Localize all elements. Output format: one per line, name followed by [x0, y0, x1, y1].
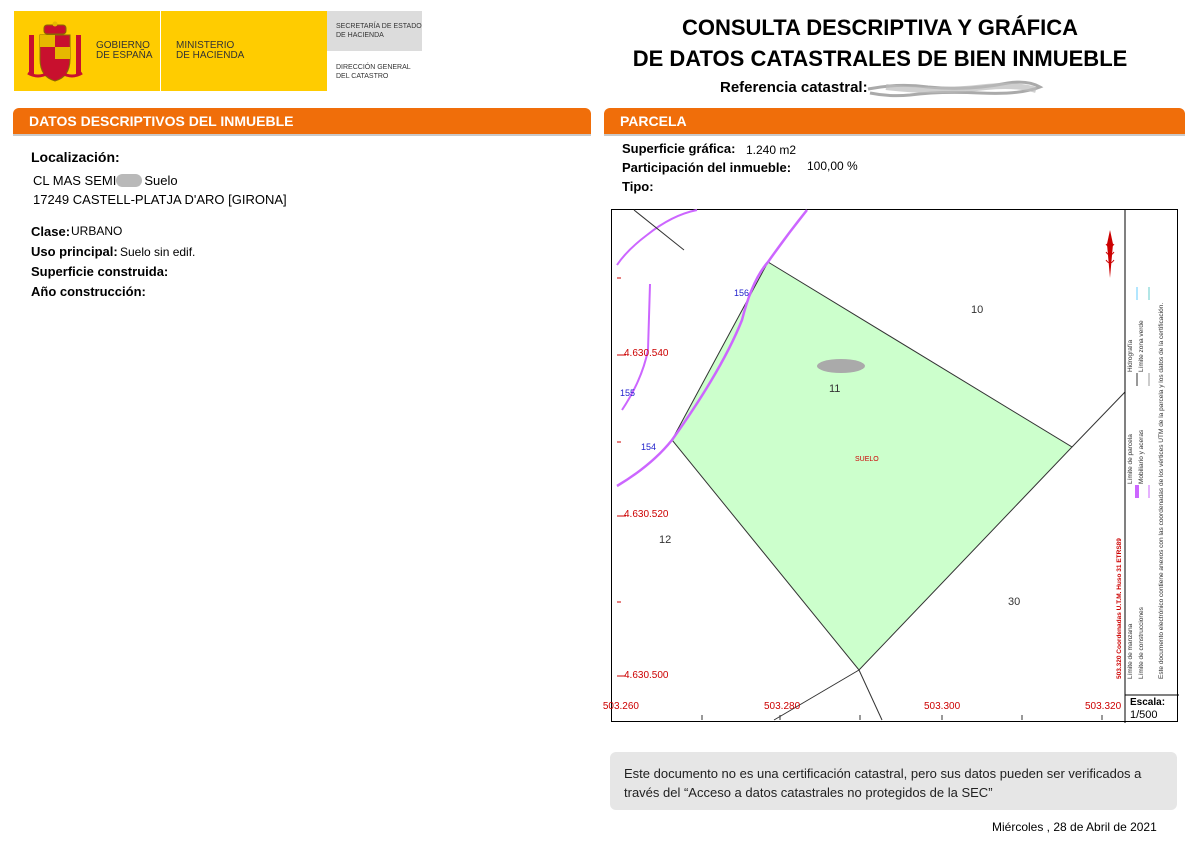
uso-principal-value: Suelo sin edif.	[120, 245, 196, 259]
coat-of-arms-icon	[26, 21, 84, 83]
coord-x-320: 503.320	[1085, 701, 1122, 712]
anio-construccion-label: Año construcción:	[31, 284, 146, 299]
parcel-polygon	[672, 262, 1072, 670]
clase-value: URBANO	[71, 224, 123, 238]
suelo-label: SUELO	[855, 456, 879, 463]
node-156: 156	[734, 288, 750, 298]
superficie-construida-label: Superficie construida:	[31, 264, 169, 279]
participacion-value: 100,00 %	[807, 159, 858, 173]
disclaimer-note: Este documento no es una certificación catastral, pero sus datos pueden ser verificados a través del “Acceso a datos catastrales no protegidos de la SEC”	[610, 752, 1177, 810]
secretaria-block: SECRETARÍA DE ESTADO DE HACIENDA	[327, 11, 422, 51]
coord-y-540: 4.630.540	[624, 348, 669, 359]
parcel-label-11: 11	[829, 383, 841, 395]
document-date: Miércoles , 28 de Abril de 2021	[992, 820, 1157, 834]
node-154: 154	[641, 442, 657, 452]
north-arrow-icon	[1106, 230, 1114, 278]
redacted-blob	[817, 359, 865, 373]
ministerio-text: MINISTERIO DE HACIENDA	[176, 40, 245, 61]
parcela-header: PARCELA	[604, 108, 1185, 134]
gobierno-logo-block	[14, 11, 327, 91]
document-title: CONSULTA DESCRIPTIVA Y GRÁFICA DE DATOS CATASTRALES DE BIEN INMUEBLE	[632, 15, 1128, 71]
datos-descriptivos-header: DATOS DESCRIPTIVOS DEL INMUEBLE	[13, 108, 591, 134]
tipo-label: Tipo:	[622, 179, 654, 194]
coord-x-260: 503.260	[602, 701, 639, 712]
redacted-reference-scribble	[866, 78, 1044, 100]
coord-x-280: 503.280	[764, 701, 801, 712]
uso-principal-label: Uso principal:	[31, 244, 118, 259]
localizacion-label: Localización:	[31, 149, 120, 165]
cadastral-map	[602, 209, 1178, 722]
gobierno-text: GOBIERNO DE ESPAÑA	[96, 40, 153, 61]
address-line1: CL MAS SEMI Suelo	[33, 173, 178, 188]
superficie-grafica-label: Superficie gráfica:	[622, 141, 736, 156]
escala-value: 1/500	[1130, 709, 1158, 721]
coord-y-520: 4.630.520	[624, 509, 669, 520]
escala-label: Escala:	[1130, 697, 1166, 708]
coord-x-300: 503.300	[924, 701, 961, 712]
direccion-general-text: DIRECCIÓN GENERAL DEL CATASTRO	[336, 64, 411, 80]
redacted-blob	[116, 174, 142, 187]
superficie-grafica-value: 1.240 m2	[746, 143, 797, 157]
map-legend-note: Este documento electrónico contiene anexos con las coordenadas de los vértices UTM de la parcela y los datos de la certificación.	[1158, 302, 1165, 679]
ref-catastral-label: Referencia catastral:	[720, 79, 868, 96]
participacion-label: Participación del inmueble:	[622, 160, 792, 175]
manzana-boundary-left	[617, 210, 697, 265]
parcel-label-12: 12	[659, 534, 672, 546]
node-155: 155	[620, 388, 636, 398]
parcel-label-30: 30	[1008, 596, 1021, 608]
coord-y-500: 4.630.500	[624, 670, 669, 681]
clase-label: Clase:	[31, 224, 71, 239]
address-line2: 17249 CASTELL-PLATJA D'ARO [GIRONA]	[33, 192, 287, 207]
map-legend: 503.320 Coordenadas U.T.M. Huso 31 ETRS89 Límite de manzanaLímite de parcelaHidrografía Límite de construccionesMobiliario y acerasLímite zona verde	[1116, 320, 1145, 679]
map-canvas	[602, 210, 1179, 723]
parcel-label-10: 10	[971, 304, 984, 316]
